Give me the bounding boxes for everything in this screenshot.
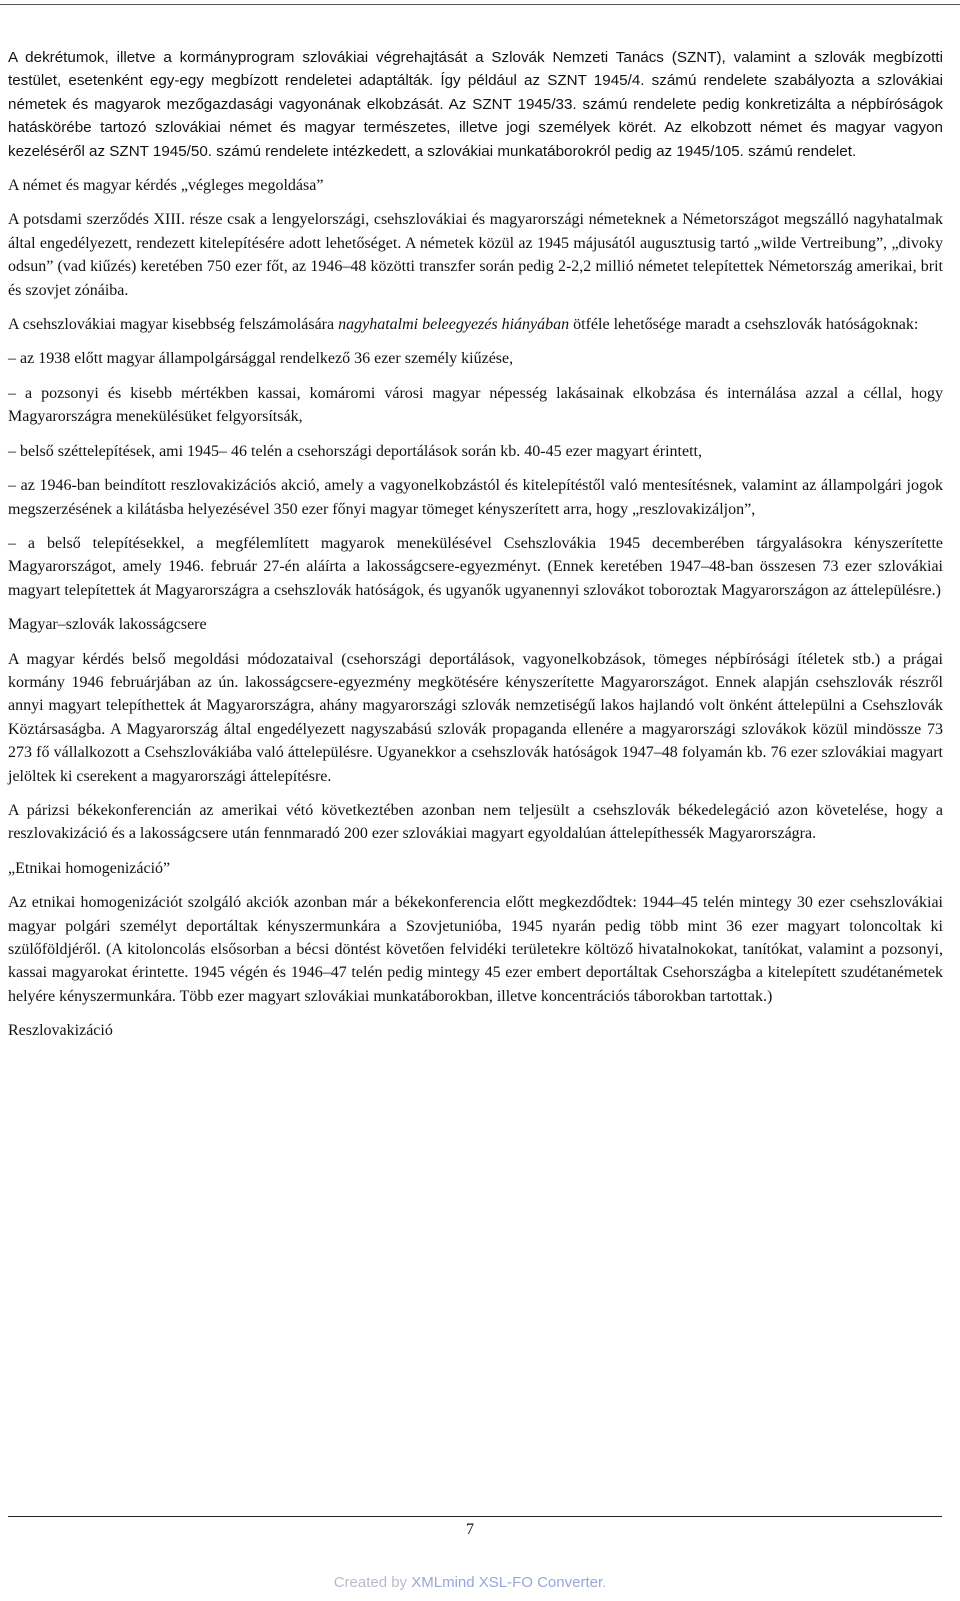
footer-rule [8,1516,942,1517]
options-intro-tail: ötféle lehetősége maradt a csehszlovák hatóságoknak: [569,316,919,334]
list-item-expulsion: – az 1938 előtt magyar állampolgársággal rendelkező 36 ezer személy kiűzése, [8,350,514,368]
options-intro-italic: nagyhatalmi beleegyezés hiányában [338,316,570,334]
list-item-population-exchange: – a belső telepítésekkel, a megfélemlített magyarok menekülésével Csehszlovákia 1945 decemberében tárgyalásokra kényszerítette Magyarországot, amely 1946. február 27-én aláírta a lakosságcsere-egyezményt. (Ennek keretében 1947–48-ban összesen 73 ezer szlovákiai magyart telepítettek át Magyarországra a csehszlovák hatóságok, és ugyanők ugyanennyi szlovákot toboroztak Magyarországon az áttelepülésre.) [8,534,943,599]
heading-reslovakization: Reszlovakizáció [8,1022,113,1040]
paragraph-paris-conference: A párizsi békekonferencián az amerikai vétó következtében azonban nem teljesült a csehszlovák békedelegáció azon követelése, hogy a reszlovakizáció és a lakosságcsere után fennmaradó 200 ezer szlovákiai magyart egyoldalúan áttelepíthessék Magyarországra. [8,801,943,843]
document-body [8,46,943,1054]
footer-credit [0,1572,940,1594]
options-intro-text: A csehszlovákiai magyar kisebbség felszámolására [8,316,339,334]
paragraph-decrees: A dekrétumok, illetve a kormányprogram szlovákiai végrehajtását a Szlovák Nemzeti Tanács (SZNT), valamint a szlovák megbízotti testület, esetenként egy-egy megbízott rendeletei adaptálták. Így például az SZNT 1945/4. számú rendelete szabályozta a szlovákiai németek és magyarok mezőgazdasági vagyonának elkobzását. Az SZNT 1945/33. számú rendelete pedig konkretizálta a népbíróságok hatáskörébe tartozó szlovákiai német és magyar természetes, illetve jogi személyek körét. Az elkobzott német és magyar vagyon kezeléséről az SZNT 1945/50. számú rendelete intézkedett, a szlovákiai munkatáborokról pedig az 1945/105. számú rendelet. [8,49,943,160]
paragraph-homogenization: Az etnikai homogenizációt szolgáló akciók azonban már a békekonferencia előtt megkezdődtek: 1944–45 telén mintegy 30 ezer csehszlovákiai magyar polgári személyt deportáltak kényszermunkára a Szovjetunióba, 1945 nyarán pedig több mint 36 ezer magyart toloncoltak ki szülőföldjéről. (A kitoloncolás elsősorban a bécsi döntést követően felvidéki területekre költöző hivatalnokokat, tanítókat, valamint a pozsonyi, kassai magyarokat érintette. 1945 végén és 1946–47 telén pedig mintegy 45 ezer embert deportáltak Csehországba a kitelepített szudétanémetek helyére kényszermunkára. Több ezer magyart szlovákiai munkatáborokban, illetve koncentrációs táborokban tartottak.) [8,894,943,1005]
top-rule [0,4,960,5]
list-item-resettlement: – belső széttelepítések, ami 1945– 46 telén a csehországi deportálások során kb. 40-45 ezer magyart érintett, [8,442,702,460]
paragraph-exchange-agreement: A magyar kérdés belső megoldási módozataival (csehországi deportálások, vagyonelkobzások, tömeges népbírósági ítéletek stb.) a prágai kormány 1946 februárjában az ún. lakosságcsere-egyezmény megkötésére kényszerítette Magyarországot. Ennek alapján csehszlovák részről annyi magyart telepíthettek át Magyarországra, ahány magyarországi szlovák nemzetiségű lakos hajlandó volt önként áttelepülni a Csehszlovák Köztársaságba. A Magyarország által engedélyezett nagyszabású szlovák propaganda ellenére a magyarországi szlovákok közül mindössze 73 273 fő vállalkozott a Csehszlovákiába való áttelepülésre. Ugyanekkor a csehszlovák hatóságok 1947–48 folyamán kb. 76 ezer szlovákiai magyart jelöltek ki cserekent a magyarországi áttelepítésre. [8,650,943,785]
credit-prefix: Created by [333,1574,412,1591]
credit-suffix: . [602,1574,607,1591]
paragraph-options-intro [8,313,943,336]
page-number: 7 [466,1521,474,1538]
paragraph-potsdam: A potsdami szerződés XIII. része csak a lengyelországi, csehszlovákiai és magyarországi németeknek a Németországot megszálló nagyhatalmak által engedélyezett, rendezett kitelepítésére adott lehetőséget. A németek közül az 1945 májusától augusztusig tartó „wilde Vertreibung”, „divoky odsun” (vad kiűzés) keretében 750 ezer főt, az 1946–48 közötti transzfer során pedig 2-2,2 millió németet telepítettek Németország amerikai, brit és szovjet zónáiba. [8,211,943,299]
heading-population-exchange: Magyar–szlovák lakosságcsere [8,616,207,634]
heading-ethnic-homogenization: „Etnikai homogenizáció” [8,859,171,877]
list-item-internment: – a pozsonyi és kisebb mértékben kassai, komáromi városi magyar népesség lakásainak elkobzása és internálása azzal a céllal, hogy Magyarországra menekülésüket felgyorsítsák, [8,384,943,426]
list-item-reslovakization: – az 1946-ban beindított reszlovakizációs akció, amely a vagyonelkobzástól és kitelepítéstől való mentesítésnek, valamint az állampolgári jogok megszerzésének a kilátásba helyezésével 350 ezer főnyi magyar tömeget kényszerített arra, hogy „reszlovakizáljon”, [8,477,943,518]
heading-final-solution: A német és magyar kérdés „végleges megoldása” [8,177,324,195]
credit-link[interactable]: XMLmind XSL-FO Converter [411,1574,603,1591]
